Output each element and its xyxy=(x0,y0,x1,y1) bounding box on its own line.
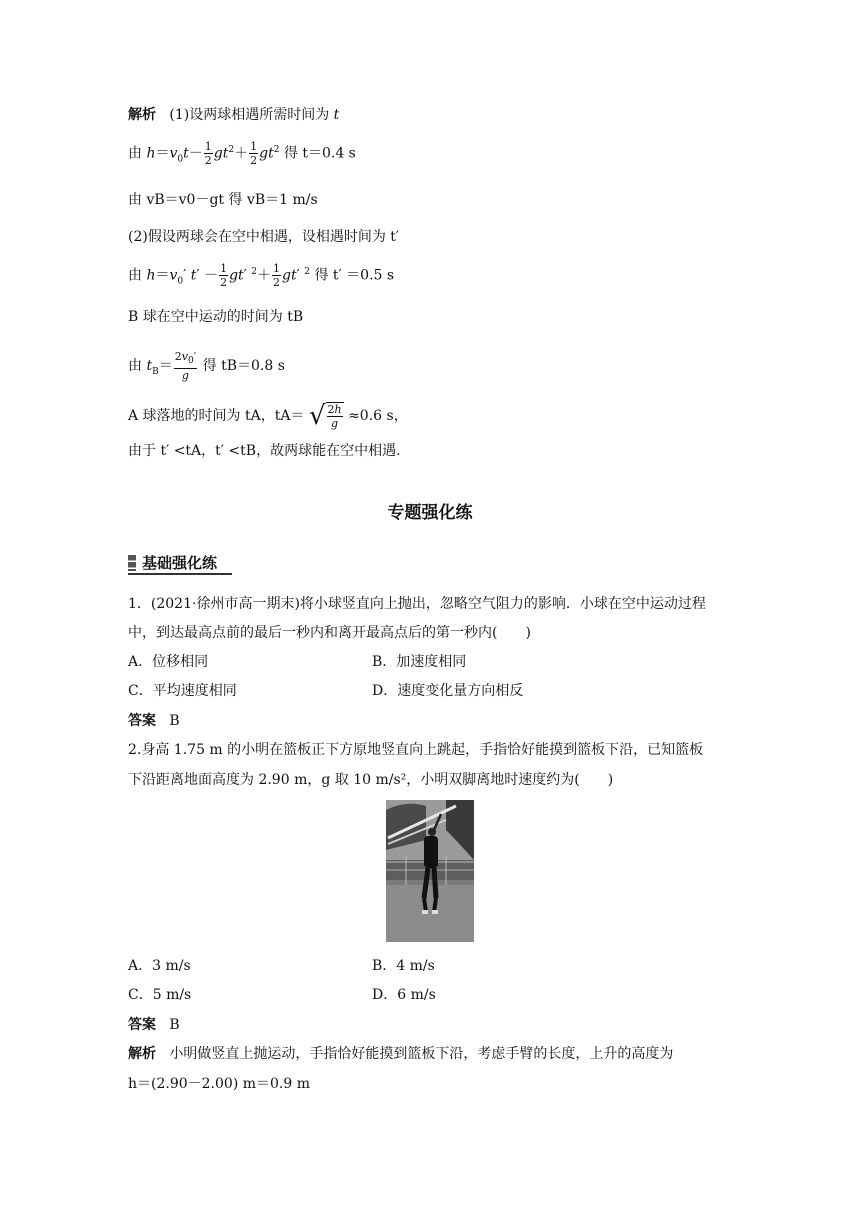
q1-option-b: B．加速度相同 xyxy=(372,654,467,670)
solution-line-4: (2)假设两球会在空中相遇，设相遇时间为 t′ xyxy=(128,229,400,245)
q2-solution-line-2: h＝(2.90－2.00) m＝0.9 m xyxy=(128,1076,310,1092)
q2-option-d: D．6 m/s xyxy=(372,987,436,1003)
equation-line-4: 由 $t_B=$ $\frac{2v_0'}{g}$ 得 tB＝0.8 s xyxy=(128,350,285,383)
solution-conclusion: 由于 t′ <tA，t′ <tB，故两球能在空中相遇. xyxy=(128,443,401,459)
q2-answer: 答案 B xyxy=(128,1017,180,1033)
equation-line-5: A 球落地的时间为 tA，tA＝ √ $\frac{2h}{g}$ ≈0.6 s， xyxy=(128,401,408,431)
section-bar-icon xyxy=(128,555,136,571)
q1-stem-line-2: 中，到达最高点前的最后一秒内和离开最高点后的第一秒内( ) xyxy=(128,625,531,641)
q2-option-a: A．3 m/s xyxy=(128,958,191,974)
q2-solution-line-1: 解析 小明做竖直上抛运动，手指恰好能摸到篮板下沿，考虑手臂的长度，上升的高度为 xyxy=(128,1046,674,1062)
equation-line-1: 由 $h=v_0t-$ $\frac{1}{2}$ $gt^2+$ $\frac{1}{2}$ $gt^2$ 得 t＝0.4 s xyxy=(128,140,356,167)
basketball-jump-photo xyxy=(386,800,474,942)
section-title: 基础强化练 xyxy=(128,552,217,573)
q2-stem-line-1: 2.身高 1.75 m 的小明在篮板正下方原地竖直向上跳起，手指恰好能摸到篮板下沿，已知篮板 xyxy=(128,742,704,758)
q1-option-d: D．速度变化量方向相反 xyxy=(372,683,524,699)
solution-line-6: B 球在空中运动的时间为 tB xyxy=(128,309,304,325)
q1-stem-line-1: 1．(2021·徐州市高一期末)将小球竖直向上抛出，忽略空气阻力的影响．小球在空中运动过程 xyxy=(128,596,706,612)
time-variable: t xyxy=(333,107,340,123)
q2-option-b: B．4 m/s xyxy=(372,958,435,974)
q1-option-c: C．平均速度相同 xyxy=(128,683,237,699)
solution-line-1 xyxy=(128,106,339,124)
q1-option-a: A．位移相同 xyxy=(128,654,209,670)
equation-line-2: 由 vB＝v0－gt 得 vB＝1 m/s xyxy=(128,192,318,208)
solution-text: (1)设两球相遇所需时间为 xyxy=(169,107,330,123)
q2-stem-line-2: 下沿距离地面高度为 2.90 m，g 取 10 m/s²，小明双脚离地时速度约为( ) xyxy=(128,772,614,788)
page-heading: 专题强化练 xyxy=(387,503,473,523)
q2-option-c: C．5 m/s xyxy=(128,987,192,1003)
equation-line-3: 由 $h=v_0'$ t′ － $\frac{1}{2}$ gt′ $^2$＋ $\frac{1}{2}$ gt′ $^2$ 得 t′ ＝0.5 s xyxy=(128,262,395,289)
q1-answer: 答案 B xyxy=(128,713,180,729)
solution-label: 解析 xyxy=(128,107,156,123)
section-underline xyxy=(128,573,232,575)
